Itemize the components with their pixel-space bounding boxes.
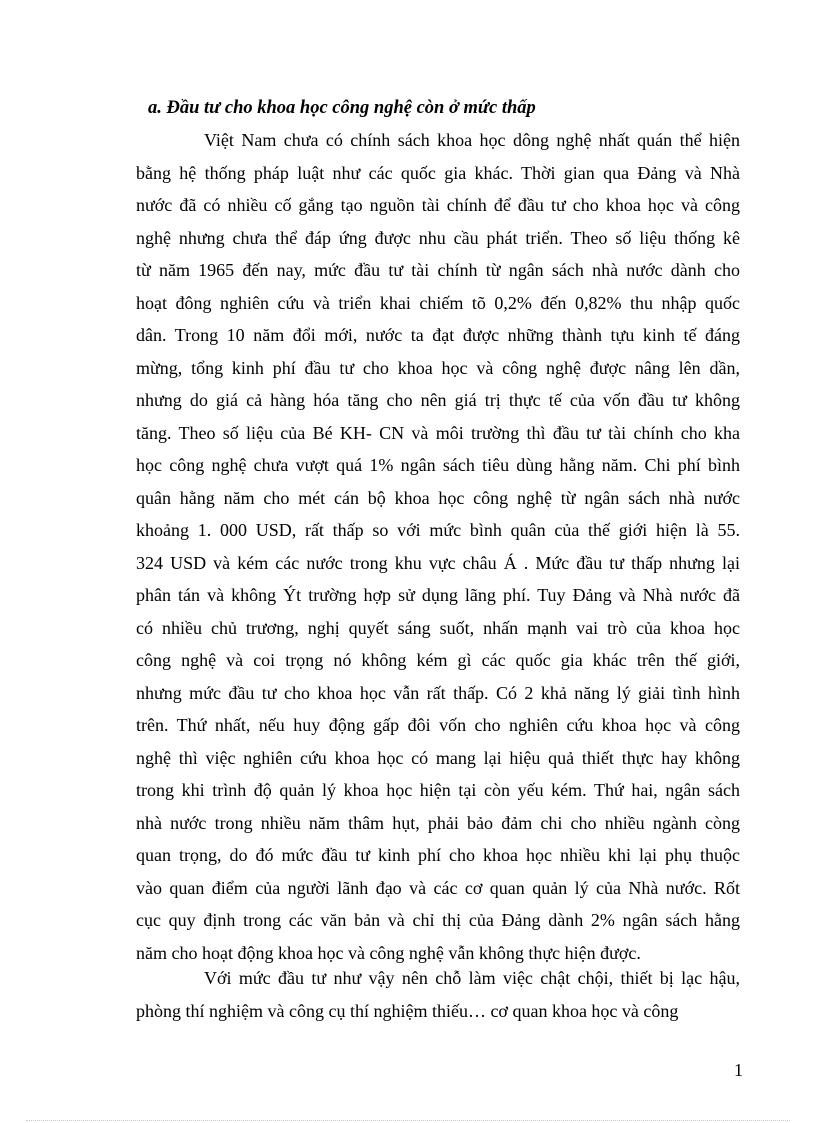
paragraph-consequences: [136, 962, 740, 1027]
paragraph-investment-line: nhà nước trong nhiều năm thâm hụt, phải bảo đảm chi cho nhiều ngành còng: [136, 812, 740, 833]
paragraph-investment-line: tăng. Theo số liệu của Bé KH- CN và môi trường thì đầu tư tài chính cho kha: [136, 422, 740, 443]
paragraph-investment-line: phân tán và không Ýt trường hợp sử dụng lãng phí. Tuy Đảng và Nhà nước đã: [136, 585, 740, 605]
paragraph-investment-line: nghệ thì việc nghiên cứu khoa học có mang lại hiệu quả thiết thực hay không: [136, 747, 740, 768]
paragraph-investment-line: bằng hệ thống pháp luật như các quốc gia khác. Thời gian qua Đảng và Nhà: [136, 162, 740, 183]
paragraph-investment-line: năm cho hoạt động khoa học và công nghệ vẫn không thực hiện được.: [136, 942, 641, 963]
paragraph-consequences-line: Với mức đầu tư như vậy nên chỗ làm việc chật chội, thiết bị lạc hậu,: [204, 968, 740, 988]
paragraph-investment-line: dân. Trong 10 năm đổi mới, nước ta đạt được những thành tựu kinh tế đáng: [136, 325, 740, 345]
page-number: 1: [734, 1060, 743, 1080]
paragraph-investment-line: 324 USD và kém các nước trong khu vực châu Á . Mức đầu tư thấp nhưng lại: [136, 552, 740, 573]
paragraph-investment-line: hoạt đông nghiên cứu và triển khai chiếm tõ 0,2% đến 0,82% thu nhập quốc: [136, 292, 740, 313]
paragraph-investment-line: học công nghệ chưa vượt quá 1% ngân sách tiêu dùng hằng năm. Chi phí bình: [136, 455, 740, 475]
paragraph-investment-line: nghệ nhưng chưa thể đáp ứng được nhu cầu phát triển. Theo số liệu thống kê: [136, 227, 740, 248]
paragraph-investment-line: vào quan điểm của người lãnh đạo và các cơ quan quản lý của Nhà nước. Rốt: [136, 877, 740, 898]
paragraph-investment-line: nước đã có nhiều cố gắng tạo nguồn tài chính để đầu tư cho khoa học và công: [136, 195, 740, 215]
paragraph-investment-line: khoảng 1. 000 USD, rất thấp so với mức bình quân của thế giới hiện là 55.: [136, 520, 740, 540]
paragraph-investment-line: trên. Thứ nhất, nếu huy động gấp đôi vốn cho nghiên cứu khoa học và công: [136, 715, 740, 735]
paragraph-investment-line: trong khi trình độ quản lý khoa học hiện tại còn yếu kém. Thứ hai, ngân sách: [136, 780, 740, 800]
paragraph-investment-line: mừng, tổng kinh phí đầu tư cho khoa học và công nghệ được nâng lên dần,: [136, 357, 740, 378]
paragraph-investment-line: nhưng do giá cả hàng hóa tăng cho nên giá trị thực tế của vốn đầu tư không: [136, 390, 740, 410]
paragraph-investment: [136, 124, 740, 969]
paragraph-investment-line: từ năm 1965 đến nay, mức đầu tư tài chính từ ngân sách nhà nước dành cho: [136, 260, 740, 280]
paragraph-investment-line: nhưng mức đầu tư cho khoa học vẫn rất thấp. Có 2 khả năng lý giải tình hình: [136, 682, 740, 703]
footer-divider: [26, 1120, 790, 1121]
paragraph-investment-line: Việt Nam chưa có chính sách khoa học dông nghệ nhất quán thể hiện: [204, 130, 740, 150]
paragraph-investment-line: quân hằng năm cho mét cán bộ khoa học công nghệ từ ngân sách nhà nước: [136, 487, 740, 508]
paragraph-investment-line: cục quy định trong các văn bản và chỉ thị của Đảng dành 2% ngân sách hằng: [136, 910, 740, 930]
paragraph-investment-line: quan trọng, do đó mức đầu tư kinh phí cho khoa học nhiều khi lại phụ thuộc: [136, 845, 740, 865]
paragraph-investment-line: công nghệ và coi trọng nó không kém gì các quốc gia khác trên thế giới,: [136, 650, 740, 670]
paragraph-consequences-line: phòng thí nghiệm và công cụ thí nghiệm thiếu… cơ quan khoa học và công: [136, 1000, 679, 1021]
paragraph-investment-line: có nhiều chủ trương, nghị quyết sáng suốt, nhấn mạnh vai trò của khoa học: [136, 617, 740, 638]
section-heading: a. Đầu tư cho khoa học công nghệ còn ở mức thấp: [148, 98, 536, 118]
